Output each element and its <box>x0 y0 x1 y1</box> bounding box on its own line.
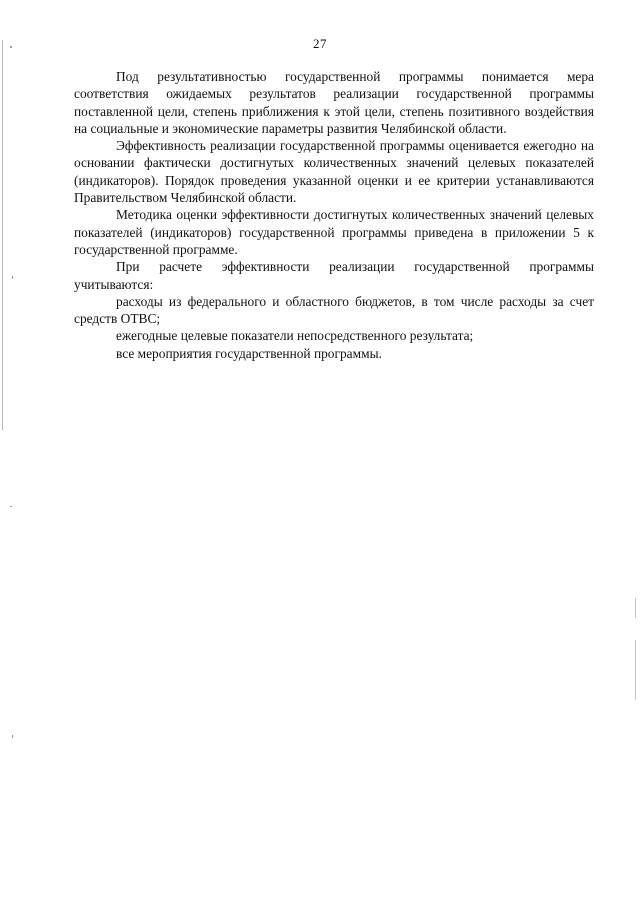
scan-speck <box>12 276 13 279</box>
scan-edge-line <box>2 40 3 430</box>
list-item-program-activities: все мероприятия государственной программы. <box>116 345 382 361</box>
list-item-annual-indicators: ежегодные целевые показатели непосредственного результата; <box>116 328 474 344</box>
scan-speck <box>12 735 13 738</box>
document-body <box>74 68 594 362</box>
paragraph-efficiency-evaluation: Эффективность реализации государственной программы оценивается ежегодно на основании фактически достигнутых количественных значений целевых показателей (индикаторов). Порядок проведения указанной оценки и ее критерии устанавливаются Правительством Челябинской области. <box>74 138 594 206</box>
scan-edge-mark <box>635 598 636 618</box>
paragraph-effectiveness-definition: Под результативностью государственной программы понимается мера соответствия ожидаемых результатов реализации государственной программы поставленной цели, степень приближения к этой цели, степень позитивного воздействия на социальные и экономические параметры развития Челябинской области. <box>74 69 594 136</box>
paragraph-calculation-intro: При расчете эффективности реализации государственной программы учитываются: <box>74 259 594 292</box>
page-number: 27 <box>313 36 327 51</box>
paragraph-methodology: Методика оценки эффективности достигнутых количественных значений целевых показателей (индикаторов) государственной программы приведена в приложении 5 к государственной программе. <box>74 207 594 257</box>
list-item-budget-expenses: расходы из федерального и областного бюджетов, в том числе расходы за счет средств ОТВС; <box>74 293 594 327</box>
scan-edge-mark <box>635 640 636 700</box>
scan-speck <box>10 506 12 507</box>
